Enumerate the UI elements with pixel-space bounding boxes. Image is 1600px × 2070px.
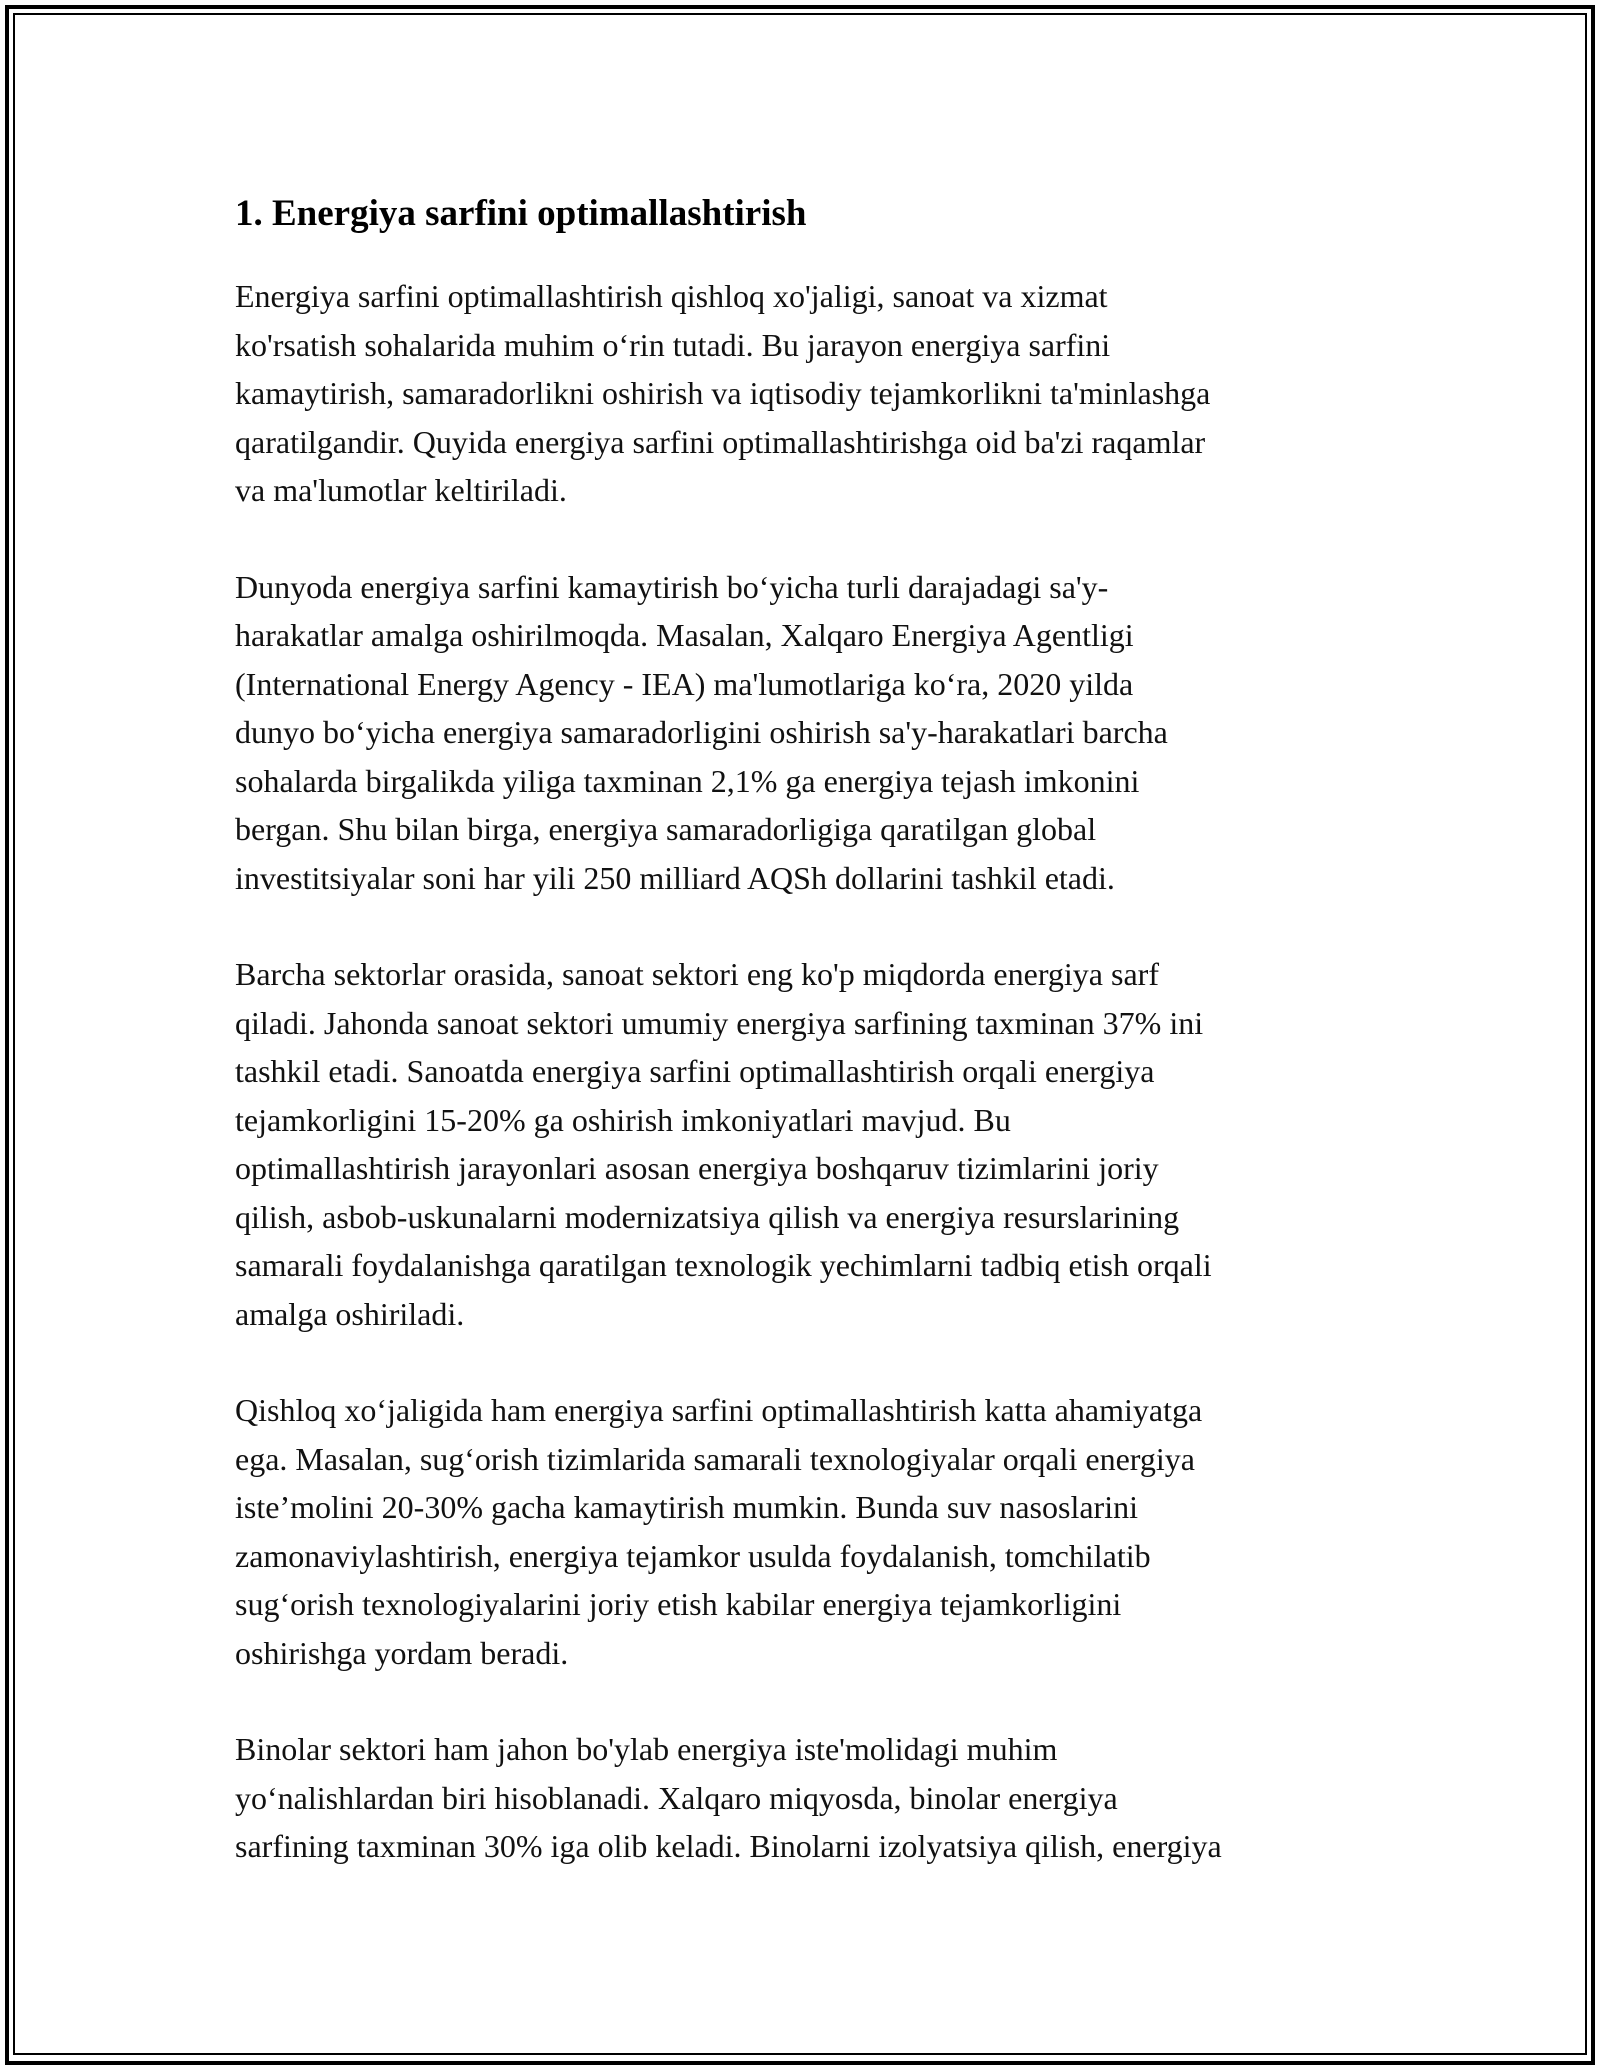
text-line: qilish, asbob-uskunalarni modernizatsiya qilish va energiya resurslarining xyxy=(235,1198,1180,1235)
text-line: Energiya sarfini optimallashtirish qishloq xo'jaligi, sanoat va xizmat xyxy=(235,278,1108,314)
text-line: tejamkorligini 15-20% ga oshirish imkoniyatlari mavjud. Bu xyxy=(235,1101,1011,1138)
text-line: sohalarda birgalikda yiliga taxminan 2,1% ga energiya tejash imkonini xyxy=(235,762,1140,799)
text-line: Binolar sektori ham jahon bo'ylab energiya iste'molidagi muhim xyxy=(235,1731,1058,1767)
text-line: (International Energy Agency - IEA) ma'lumotlariga ko‘ra, 2020 yilda xyxy=(235,665,1134,702)
text-line: investitsiyalar soni har yili 250 milliard AQSh dollarini tashkil etadi. xyxy=(235,859,1115,896)
paragraph-industry xyxy=(235,950,1375,1338)
text-line: Barcha sektorlar orasida, sanoat sektori eng ko'p miqdorda energiya sarf xyxy=(235,956,1159,992)
text-line: qiladi. Jahonda sanoat sektori umumiy energiya sarfining taxminan 37% ini xyxy=(235,1004,1204,1041)
text-line: yo‘nalishlardan biri hisoblanadi. Xalqaro miqyosda, binolar energiya xyxy=(235,1779,1118,1816)
paragraph-intro xyxy=(235,272,1375,515)
text-line: oshirishga yordam beradi. xyxy=(235,1634,569,1671)
text-line: optimallashtirish jarayonlari asosan energiya boshqaruv tizimlarini joriy xyxy=(235,1150,1159,1186)
text-line: harakatlar amalga oshirilmoqda. Masalan, Xalqaro Energiya Agentligi xyxy=(235,617,1134,653)
paragraph-global xyxy=(235,563,1375,903)
text-line: zamonaviylashtirish, energiya tejamkor usulda foydalanish, tomchilatib xyxy=(235,1537,1151,1574)
paragraph-agriculture xyxy=(235,1386,1375,1677)
text-line: bergan. Shu bilan birga, energiya samaradorligiga qaratilgan global xyxy=(235,811,1097,847)
text-line: ega. Masalan, sug‘orish tizimlarida samarali texnologiyalar orqali energiya xyxy=(235,1440,1195,1477)
text-line: samarali foydalanishga qaratilgan texnologik yechimlarni tadbiq etish orqali xyxy=(235,1247,1212,1283)
text-line: ko'rsatish sohalarida muhim o‘rin tutadi. Bu jarayon energiya sarfini xyxy=(235,326,1111,363)
text-line: qaratilgandir. Quyida energiya sarfini optimallashtirishga oid ba'zi raqamlar xyxy=(235,423,1206,460)
text-line: amalga oshiriladi. xyxy=(235,1295,465,1332)
paragraph-buildings xyxy=(235,1725,1375,1871)
text-line: sug‘orish texnologiyalarini joriy etish kabilar energiya tejamkorligini xyxy=(235,1586,1122,1622)
text-line: tashkil etadi. Sanoatda energiya sarfini optimallashtirish orqali energiya xyxy=(235,1053,1155,1089)
document-body xyxy=(235,188,1375,1919)
text-line: sarfining taxminan 30% iga olib keladi. Binolarni izolyatsiya qilish, energiya xyxy=(235,1828,1222,1864)
text-line: Qishloq xo‘jaligida ham energiya sarfini optimallashtirish katta ahamiyatga xyxy=(235,1392,1203,1428)
text-line: kamaytirish, samaradorlikni oshirish va iqtisodiy tejamkorlikni ta'minlashga xyxy=(235,375,1211,411)
text-line: va ma'lumotlar keltiriladi. xyxy=(235,472,567,508)
text-line: Dunyoda energiya sarfini kamaytirish bo‘yicha turli darajadagi sa'y- xyxy=(235,568,1109,605)
section-title: 1. Energiya sarfini optimallashtirish xyxy=(235,193,807,234)
text-line: iste’molini 20-30% gacha kamaytirish mumkin. Bunda suv nasoslarini xyxy=(235,1489,1138,1525)
text-line: dunyo bo‘yicha energiya samaradorligini oshirish sa'y-harakatlari barcha xyxy=(235,714,1168,750)
